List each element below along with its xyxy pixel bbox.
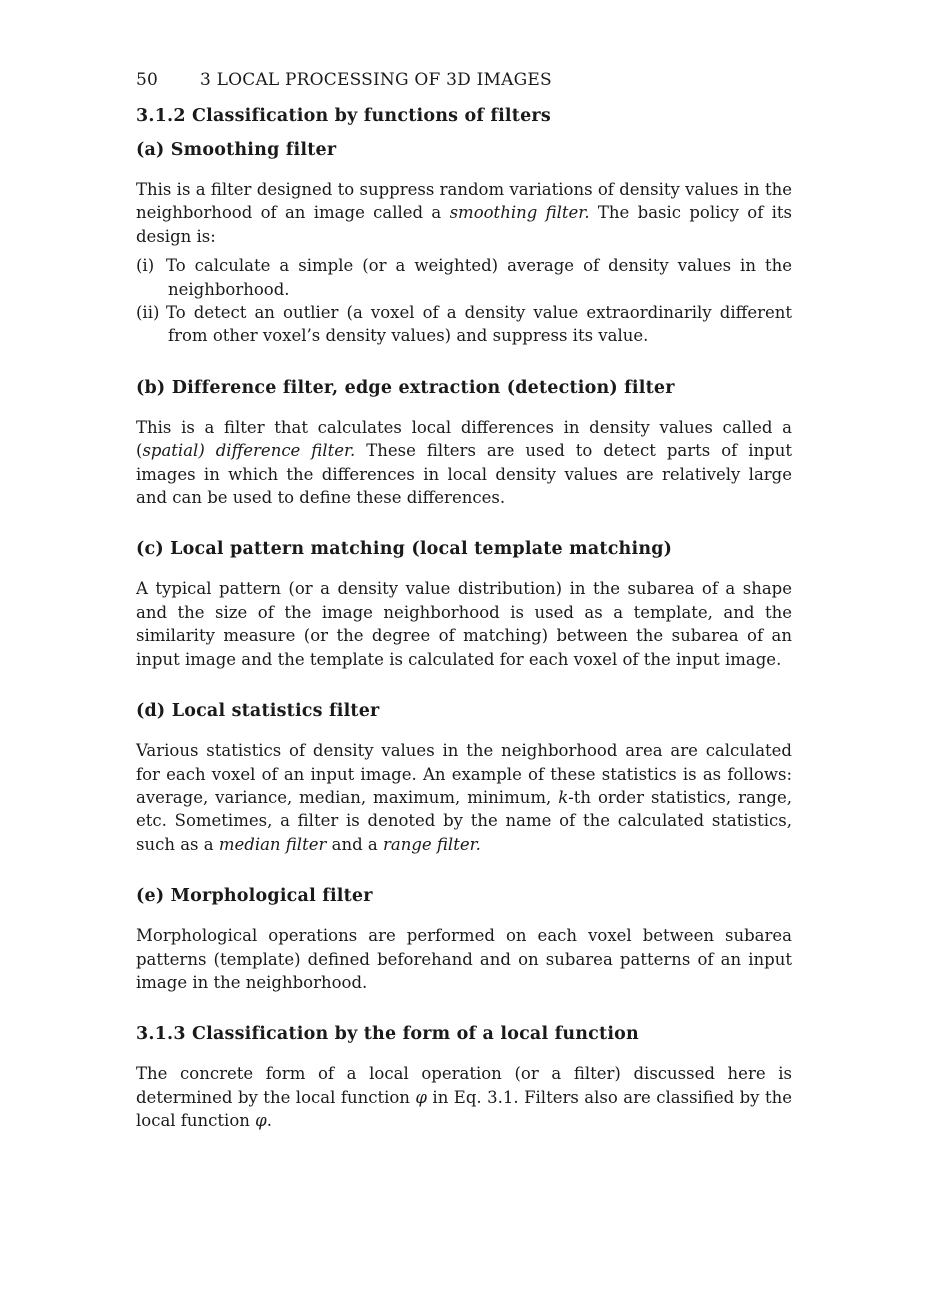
subsection-d [136, 701, 792, 856]
math-symbol: φ [255, 1111, 267, 1131]
section-3-1-3-paragraph [136, 1062, 792, 1132]
text-run: This is a filter designed to suppress random variations of density values in the neighborhood of an image called a [136, 180, 792, 223]
subsection-c [136, 539, 792, 671]
math-variable: k [558, 787, 569, 807]
emphasis-term: median filter [218, 834, 327, 854]
text-run: in Eq. 3.1. Filters also are classified by the local function [136, 1087, 792, 1131]
text-run: and a [326, 834, 383, 854]
text-run: -th order statistics, range, etc. Sometimes, a filter is denoted by the name of the calculated statistics, such as a [136, 787, 792, 854]
subsection-e-heading: (e) Morphological filter [136, 886, 373, 907]
section-3-1-3 [136, 1024, 792, 1132]
list-item [136, 254, 792, 301]
text-run: The basic policy of its design is: [136, 203, 792, 246]
subsection-a-paragraph [136, 178, 792, 248]
list-marker: (ii) [136, 303, 160, 323]
section-3-1-3-heading: 3.1.3 Classification by the form of a local function [136, 1024, 639, 1045]
math-symbol: φ [415, 1087, 427, 1107]
section-3-1-2-heading: 3.1.2 Classification by functions of filters [136, 106, 551, 126]
running-header [136, 70, 792, 90]
subsection-a [136, 140, 792, 348]
subsection-a-heading: (a) Smoothing filter [136, 140, 337, 160]
subsection-d-paragraph [136, 739, 792, 856]
subsection-b [136, 378, 792, 510]
subsection-b-paragraph [136, 416, 792, 510]
subsection-b-heading: (b) Difference filter, edge extraction (detection) filter [136, 377, 675, 398]
subsection-c-heading: (c) Local pattern matching (local template matching) [136, 539, 673, 560]
emphasis-term: smoothing filter. [449, 203, 590, 223]
subsection-e-paragraph: Morphological operations are performed on each voxel between subarea patterns (template) defined beforehand and on subarea patterns of an input image in the neighborhood. [136, 926, 792, 992]
list-item-text: To detect an outlier (a voxel of a density value extraordinarily different from other voxel’s density values) and suppress its value. [166, 303, 792, 346]
list-item [136, 301, 792, 348]
subsection-e [136, 886, 792, 994]
book-page [136, 70, 792, 1163]
text-run: The concrete form of a local operation (or a filter) discussed here is determined by the local function [136, 1064, 792, 1107]
list-marker: (i) [136, 256, 155, 276]
text-run: These filters are used to detect parts of input images in which the differences in local density values are relatively large and can be used to define these differences. [136, 441, 792, 508]
subsection-d-heading: (d) Local statistics filter [136, 701, 380, 722]
emphasis-term: range filter. [382, 834, 481, 854]
subsection-c-paragraph: A typical pattern (or a density value distribution) in the subarea of a shape and the size of the image neighborhood is used as a template, and the similarity measure (or the degree of matching) between the subarea of an input image and the template is calculated for each voxel of the input image. [136, 579, 792, 669]
text-run: This is a filter that calculates local differences in density values called a ( [136, 417, 792, 461]
page-number: 50 [136, 70, 159, 90]
text-run: Various statistics of density values in the neighborhood area are calculated for each voxel of an input image. An example of these statistics is as follows: average, variance, median, maximum, minimum, [136, 741, 792, 807]
list-item-text: To calculate a simple (or a weighted) average of density values in the neighborhood. [166, 256, 792, 299]
chapter-title: 3 LOCAL PROCESSING OF 3D IMAGES [200, 70, 552, 90]
policy-list [136, 254, 792, 348]
text-run: . [266, 1111, 272, 1131]
emphasis-term: spatial) difference filter. [142, 441, 356, 461]
